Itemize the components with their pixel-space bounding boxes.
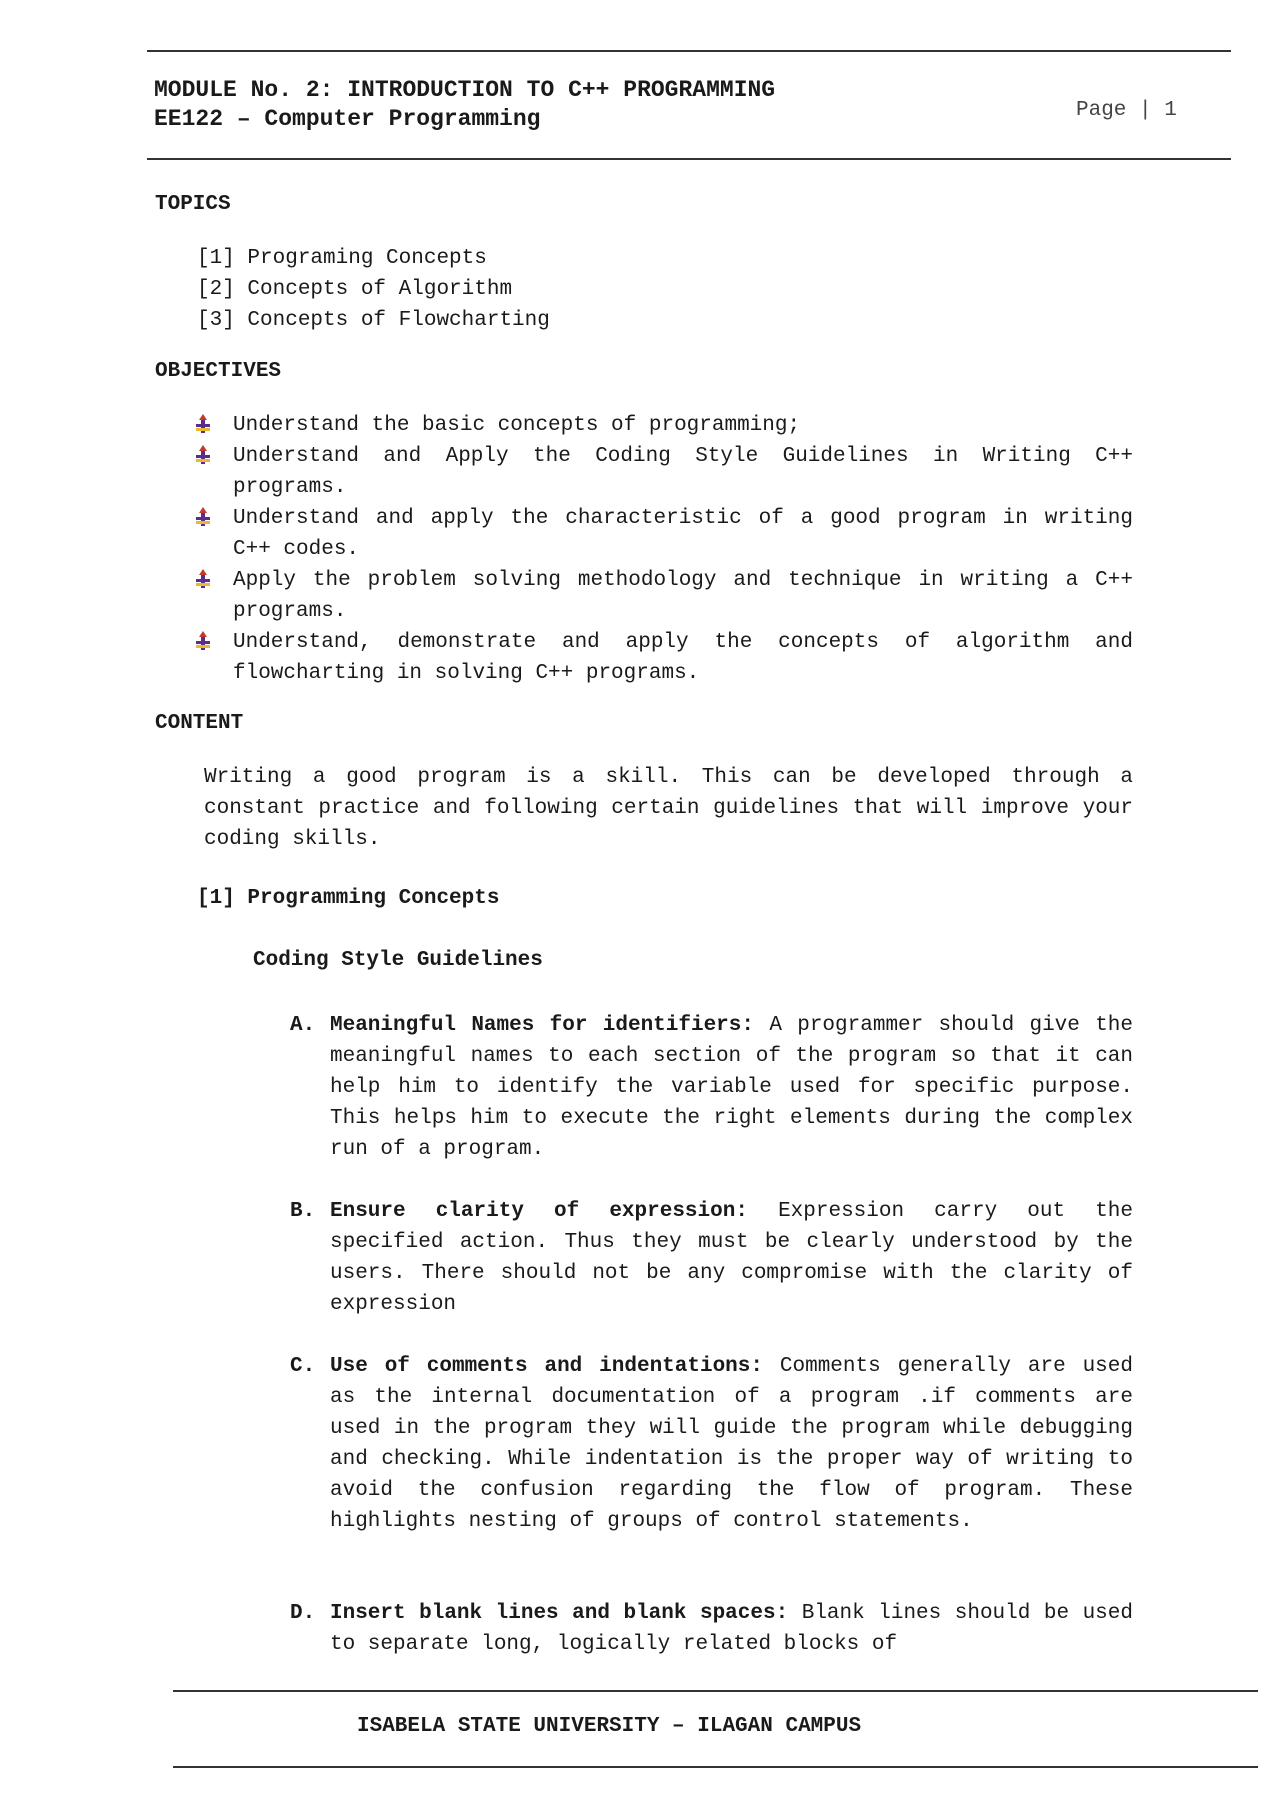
guideline-text: Comments generally are used as the internal documentation of a program .if comments are used in the program they will guide the program while debugging and checking. While indentation is the proper way of writing to avoid the confusion regarding the flow of program. These highlights nesting of groups of control statements. [330,1355,1133,1533]
guideline-text: Blank lines should be used to separate long, logically related blocks of [330,1602,1133,1656]
guideline-item [330,1010,1133,1165]
footer-bottom-rule [173,1766,1258,1768]
topic-item: [2] Concepts of Algorithm [197,278,513,301]
guideline-text: A programmer should give the meaningful names to each section of the program so that it can help him to identify the variable used for specific purpose. This helps him to execute the right elements during the complex run of a program. [330,1014,1133,1161]
guideline-term: Use of comments and indentations: [330,1355,763,1378]
arrow-cross-bullet-icon [193,630,213,652]
objective-item [193,565,1133,627]
guideline-item [330,1351,1133,1537]
topics-list [197,243,550,336]
arrow-cross-bullet-icon [193,506,213,528]
section-programming-concepts: [1] Programming Concepts [197,887,500,910]
guideline-term: Meaningful Names for identifiers: [330,1014,754,1037]
guideline-text: Expression carry out the specified action. Thus they must be clearly understood by the users. There should not be any compromise with the clarity of expression [330,1200,1133,1316]
objective-text: Understand and Apply the Coding Style Guidelines in Writing C++ programs. [233,445,1133,499]
objective-text: Understand, demonstrate and apply the concepts of algorithm and flowcharting in solving C++ programs. [233,631,1133,685]
arrow-cross-bullet-icon [193,444,213,466]
guideline-letter: A. [290,1014,316,1037]
objective-item [193,410,1133,441]
topic-item: [3] Concepts of Flowcharting [197,309,550,332]
objective-text: Apply the problem solving methodology and technique in writing a C++ programs. [233,569,1133,623]
guideline-item [330,1196,1133,1320]
arrow-cross-bullet-icon [193,568,213,590]
guideline-letter: C. [290,1355,316,1378]
course-title: EE122 – Computer Programming [154,106,541,132]
page-number: Page | 1 [1076,99,1177,122]
subsection-coding-style: Coding Style Guidelines [253,949,543,972]
footer-top-rule [173,1690,1258,1692]
guideline-term: Ensure clarity of expression: [330,1200,748,1223]
module-title: MODULE No. 2: INTRODUCTION TO C++ PROGRAMMING [154,77,776,103]
objectives-heading: OBJECTIVES [155,360,282,383]
guideline-letter: D. [290,1602,316,1625]
guideline-letter: B. [290,1200,316,1223]
footer-institution: ISABELA STATE UNIVERSITY – ILAGAN CAMPUS [357,1715,862,1738]
content-intro: Writing a good program is a skill. This can be developed through a constant practice and following certain guidelines that will improve your coding skills. [204,766,1133,851]
objectives-list [193,410,1133,689]
guideline-item [330,1598,1133,1660]
content-heading: CONTENT [155,712,244,735]
arrow-cross-bullet-icon [193,413,213,435]
topics-heading: TOPICS [155,193,231,216]
header-bottom-rule [147,158,1231,160]
guideline-term: Insert blank lines and blank spaces: [330,1602,789,1625]
objective-item [193,503,1133,565]
topic-item: [1] Programing Concepts [197,247,487,270]
objective-text: Understand the basic concepts of programming; [233,414,801,437]
objective-text: Understand and apply the characteristic of a good program in writing C++ codes. [233,507,1133,561]
objective-item [193,441,1133,503]
header-top-rule [147,50,1231,52]
objective-item [193,627,1133,689]
